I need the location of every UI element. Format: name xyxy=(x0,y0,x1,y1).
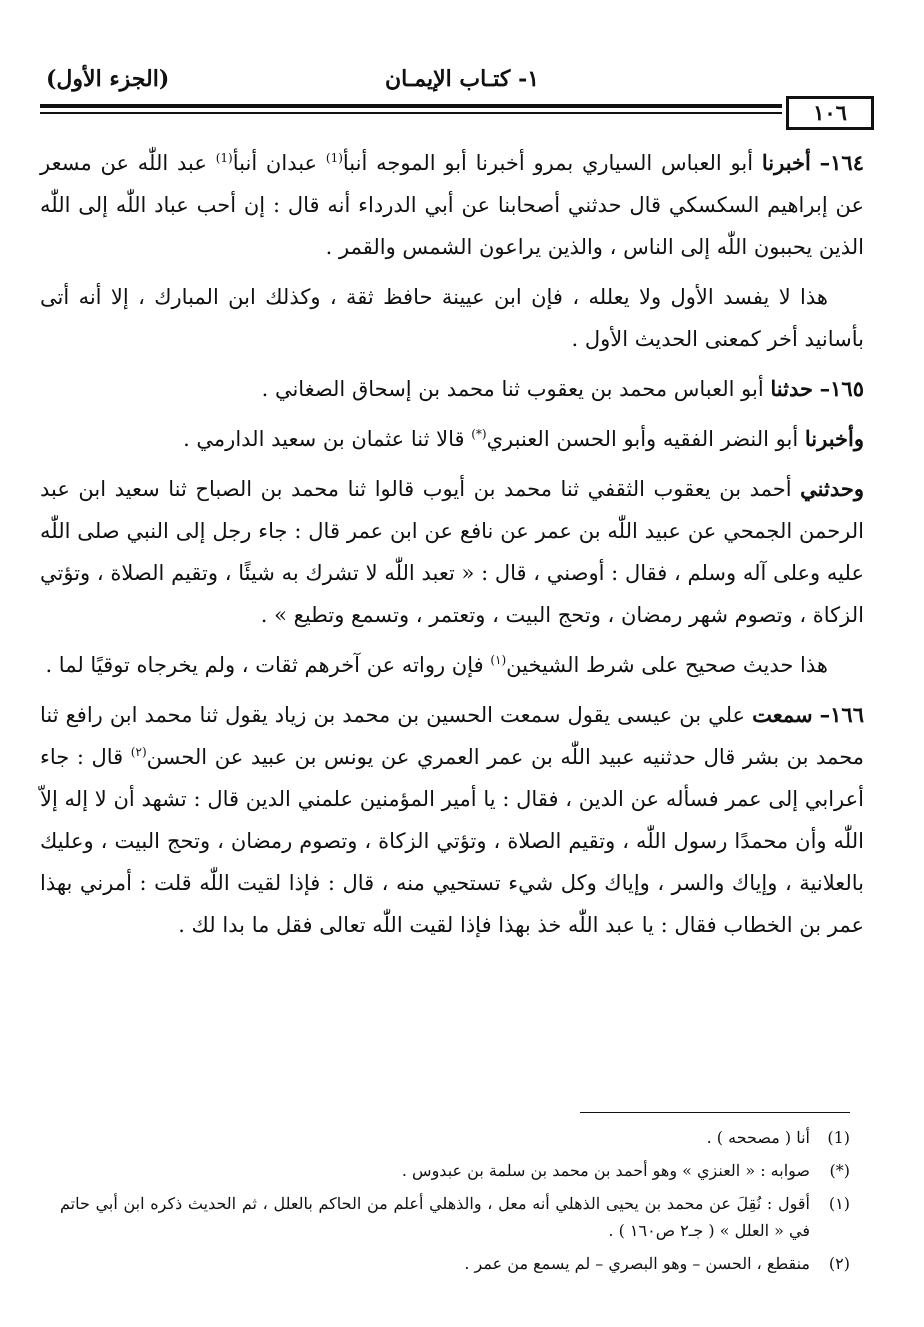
hadith-166 xyxy=(40,694,864,946)
header-rule-thin xyxy=(40,112,782,114)
footnote-text: منقطع ، الحسن – وهو البصري – لم يسمع من عمر . xyxy=(464,1254,810,1273)
text-segment: أبو العباس السياري بمرو أخبرنا أبو الموجه أنبأ xyxy=(342,151,754,175)
footnote-number: (١) xyxy=(828,1194,850,1213)
footnote-number: (1) xyxy=(827,1128,850,1147)
narration-verb: سمعت xyxy=(752,702,813,727)
text-segment: أبو النضر الفقيه وأبو الحسن العنبري xyxy=(486,427,799,451)
footnote-ref: (٢) xyxy=(130,745,147,759)
isnad-paragraph xyxy=(40,418,864,460)
header-rule-thick xyxy=(40,104,782,108)
footnotes xyxy=(60,1124,850,1283)
hadith-164 xyxy=(40,142,864,268)
hadith-number: ١٦٦– xyxy=(819,702,864,727)
text-segment: أحمد بن يعقوب الثقفي ثنا محمد بن أيوب قالوا ثنا محمد بن الصباح ثنا سعيد ابن عبد الرحمن الجمحي عن عبيد اللّٰه بن عمر عن نافع عن ابن عمر قال : جاء رجل إلى النبي صلى اللّٰه عليه وعلى آله وسلم ، فقال : أوصني ، قال : « تعبد اللّٰه لا تشرك به شيئًا ، وتقيم الصلاة ، وتؤتي الزكاة ، وتصوم شهر رمضان ، وتحج البيت ، وتعتمر ، وتسمع وتطيع » . xyxy=(40,477,864,627)
hadith-number: ١٦٤– xyxy=(819,150,864,175)
hadith-text-paragraph xyxy=(40,468,864,636)
hadith-165 xyxy=(40,368,864,410)
volume-label: (الجزء الأول) xyxy=(46,66,170,92)
page-number: ١٠٦ xyxy=(813,100,847,125)
footnote-ref: (١) xyxy=(490,653,507,667)
text-segment: عبدان أنبأ xyxy=(232,151,318,175)
commentary-paragraph: هذا لا يفسد الأول ولا يعلله ، فإن ابن عيينة حافظ ثقة ، وكذلك ابن المبارك ، إلا أنه أتى بأسانيد أخر كمعنى الحديث الأول . xyxy=(40,285,864,351)
page-number-box xyxy=(786,96,874,130)
text-segment: قالا ثنا عثمان بن سعيد الدارمي . xyxy=(183,427,465,451)
hadith-number: ١٦٥– xyxy=(819,376,864,401)
text-segment: هذا حديث صحيح على شرط الشيخين xyxy=(506,653,828,677)
running-header xyxy=(40,66,884,100)
text-segment: قال : جاء أعرابي إلى عمر فسأله عن الدين ، فقال : يا أمير المؤمنين علمني الدين قال : تشهد أن لا إله إلاّ اللّٰه وأن محمدًا رسول اللّٰه ، وتقيم الصلاة ، وتؤتي الزكاة ، وتصوم رمضان ، وتحج البيت ، وعليك بالعلانية ، وإياك والسر ، وإياك وكل شيء تستحيي منه ، قال : فإذا لقيت اللّٰه قلت : أمرني بهذا عمر بن الخطاب فقال : يا عبد اللّٰه خذ بهذا فإذا لقيت اللّٰه تعالى فقل ما بدا لك . xyxy=(40,745,864,937)
footnote-ref: (*) xyxy=(471,427,487,441)
narration-verb: حدثنا xyxy=(770,376,813,401)
footnote xyxy=(60,1124,850,1151)
footnote-text: أنا ( مصححه ) . xyxy=(706,1128,810,1147)
text-segment: علي بن عيسى يقول سمعت الحسين بن محمد بن زياد يقول ثنا محمد ابن رافع ثنا محمد بن بشر قال حدثنيه عبيد اللّٰه بن عمر العمري عن يونس بن عبيد عن الحسن xyxy=(40,703,864,769)
footnote xyxy=(60,1250,850,1277)
chapter-title: ١- كتـاب الإيمـان xyxy=(384,66,540,92)
commentary-paragraph xyxy=(40,644,864,686)
text-segment: أبو العباس محمد بن يعقوب ثنا محمد بن إسحاق الصغاني . xyxy=(261,377,764,401)
main-text xyxy=(40,142,864,954)
footnote-number: (٢) xyxy=(828,1254,850,1273)
footnote xyxy=(60,1190,850,1244)
narration-verb: وحدثني xyxy=(800,476,864,501)
narration-verb: أخبرنا xyxy=(761,150,811,175)
text-segment: فإن رواته عن آخرهم ثقات ، ولم يخرجاه توقيًا لما . xyxy=(45,653,484,677)
footnote-number: (*) xyxy=(829,1161,850,1180)
footnote-text: صوابه : « العنزي » وهو أحمد بن محمد بن سلمة بن عبدوس . xyxy=(401,1161,810,1180)
narration-verb: وأخبرنا xyxy=(804,426,864,451)
text-segment: عبد اللّٰه عن مسعر عن إبراهيم السكسكي قال حدثني أصحابنا عن أبي الدرداء أنه قال : إن أحب عباد اللّٰه إلى اللّٰه الذين يحببون اللّٰه إلى الناس ، والذين يراعون الشمس والقمر . xyxy=(40,151,864,259)
footnote-text: أقول : نُقِلَ عن محمد بن يحيى الذهلي أنه معل ، والذهلي أعلم من الحاكم بالعلل ، ثم الحديث ذكره ابن أبي حاتم في « العلل » ( جـ٢ ص١٦٠ ) . xyxy=(60,1194,810,1240)
footnote xyxy=(60,1157,850,1184)
footnote-separator xyxy=(580,1112,850,1113)
footnote-ref: (1) xyxy=(325,151,343,165)
footnote-ref: (1) xyxy=(215,151,233,165)
